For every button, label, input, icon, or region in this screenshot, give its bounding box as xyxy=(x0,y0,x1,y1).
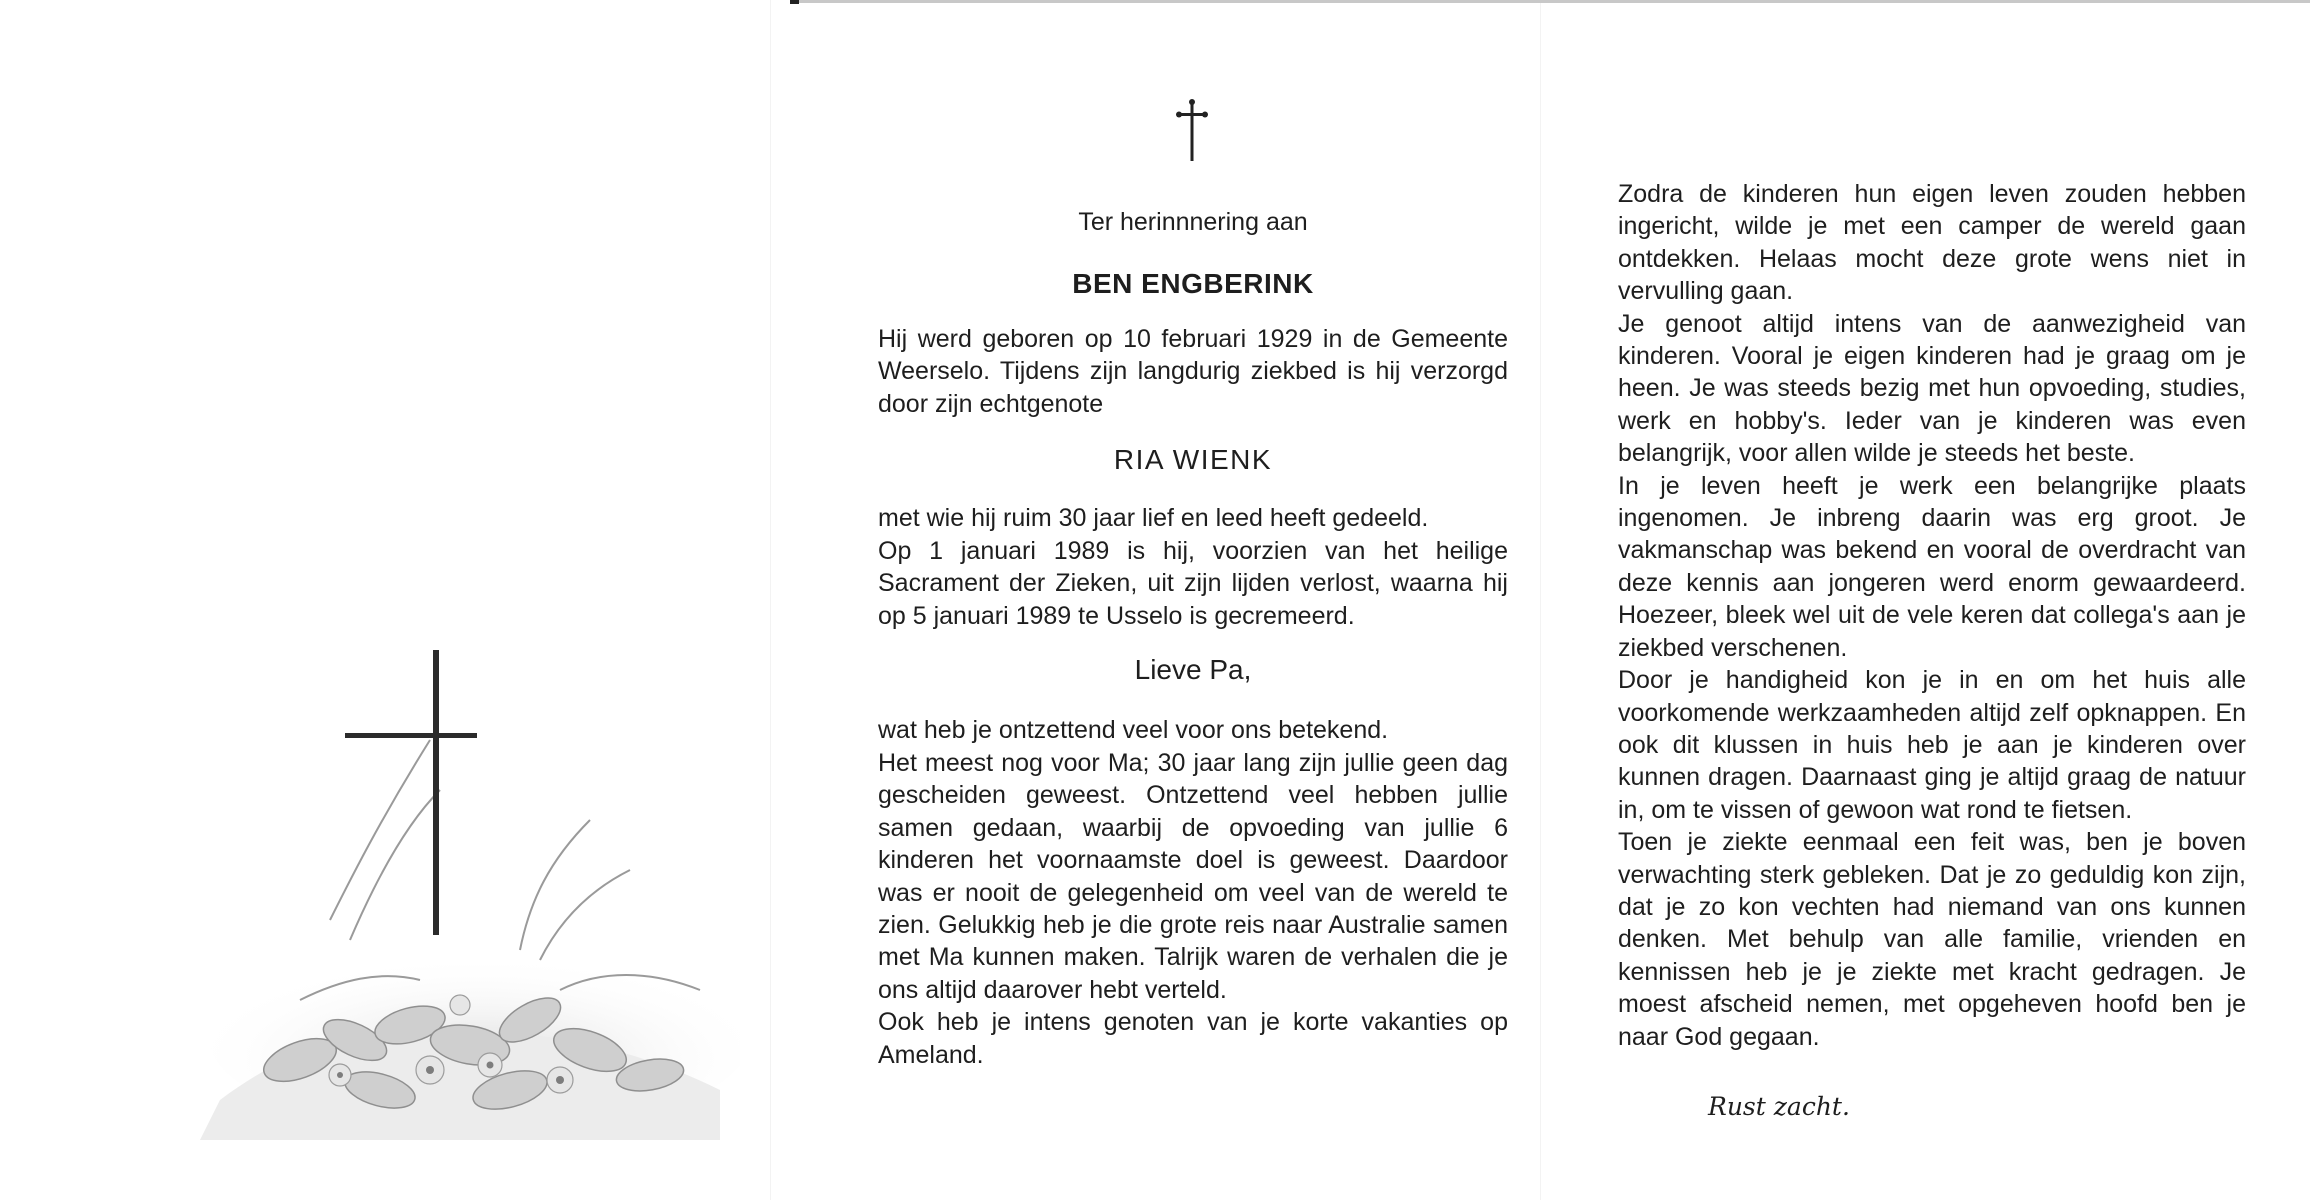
intro-line: Ter herinnnering aan xyxy=(1078,208,1308,236)
right-paragraph-1: Zodra de kinderen hun eigen leven zouden hebben ingericht, wilde je met een camper de wereld gaan ontdekken. Helaas mocht deze grote wens niet in vervulling gaan. xyxy=(1618,180,2246,306)
letter-paragraph-1: wat heb je ontzettend veel voor ons betekend. xyxy=(878,716,1389,745)
right-paragraph-3: In je leven heeft je werk een belangrijke plaats ingenomen. Je inbreng daarin was erg groot. Je vakmanschap was bekend en vooral de overdracht van deze kennis aan jongeren werd enorm gewaardeerd. Hoezeer, bleek wel uit de vele keren dat collega's aan je ziekbed verschenen. xyxy=(1618,471,2246,662)
middle-column xyxy=(878,200,1508,1071)
letter-paragraph-3: Ook heb je intens genoten van je korte vakanties op Ameland. xyxy=(878,1008,1508,1069)
flowers-illustration xyxy=(200,740,740,1140)
right-paragraph-4: Door je handigheid kon je in en om het huis alle voorkomende werkzaamheden altijd zelf opknappen. En ook dit klussen in huis heb je aan je kinderen over kunnen dragen. Daarnaast ging je altijd graag de natuur in, om te vissen of gewoon wat rond te fietsen. xyxy=(1618,666,2246,824)
right-paragraph-5: Toen je ziekte eenmaal een feit was, ben je boven verwachting sterk gebleken. Dat je zo geduldig kon zijn, dat je zo kon vechten had niemand van ons kunnen denken. Met behulp van alle familie, vrienden en kennissen heb je je ziekte met kracht gedragen. Je moest afscheid nemen, met opgeheven hoofd ben je naar God gegaan. xyxy=(1618,828,2246,1051)
death-paragraph-2: Op 1 januari 1989 is hij, voorzien van het heilige Sacrament der Zieken, uit zijn lijden verlost, waarna hij op 5 januari 1989 te Usselo is gecremeerd. xyxy=(878,536,1508,630)
top-edge-line xyxy=(790,0,2310,3)
right-column xyxy=(1618,178,2246,1123)
cross-icon xyxy=(345,650,477,935)
death-paragraph-1: met wie hij ruim 30 jaar lief en leed heeft gedeeld. xyxy=(878,504,1429,533)
spouse-name: RIA WIENK xyxy=(1113,444,1273,476)
deceased-name: BEN ENGBERINK xyxy=(1072,268,1314,300)
right-paragraph-2: Je genoot altijd intens van de aanwezigheid van kinderen. Vooral je eigen kinderen had je graag om je heen. Je was steeds bezig met hun opvoeding, studies, werk en hobby's. Ieder van je kinderen was even belangrijk, voor allen wilde je steeds het beste. xyxy=(1618,309,2246,468)
closing-line: Rust zacht. xyxy=(1708,1091,1850,1121)
fold-line-left xyxy=(770,0,771,1200)
cross-flowers-illustration xyxy=(180,620,740,1140)
top-edge-mark xyxy=(790,0,799,4)
birth-paragraph: Hij werd geboren op 10 februari 1929 in de Gemeente Weerselo. Tijdens zijn langdurig ziekbed is hij verzorgd door zijn echtgenote xyxy=(878,324,1508,418)
letter-paragraph-2: Het meest nog voor Ma; 30 jaar lang zijn jullie geen dag gescheiden geweest. Ontzettend veel hebben jullie samen gedaan, waarbij de opvoeding van jullie 6 kinderen het voornaamste doel is geweest. Daardoor was er nooit de gelegenheid om veel van de wereld te zien. Gelukkig heb je die grote reis naar Australie samen met Ma kunnen maken. Talrijk waren de verhalen die je ons altijd daarover hebt verteld. xyxy=(878,748,1508,1004)
small-cross-icon xyxy=(1175,95,1209,165)
salutation: Lieve Pa, xyxy=(1134,654,1252,686)
fold-line-right xyxy=(1540,0,1541,1200)
